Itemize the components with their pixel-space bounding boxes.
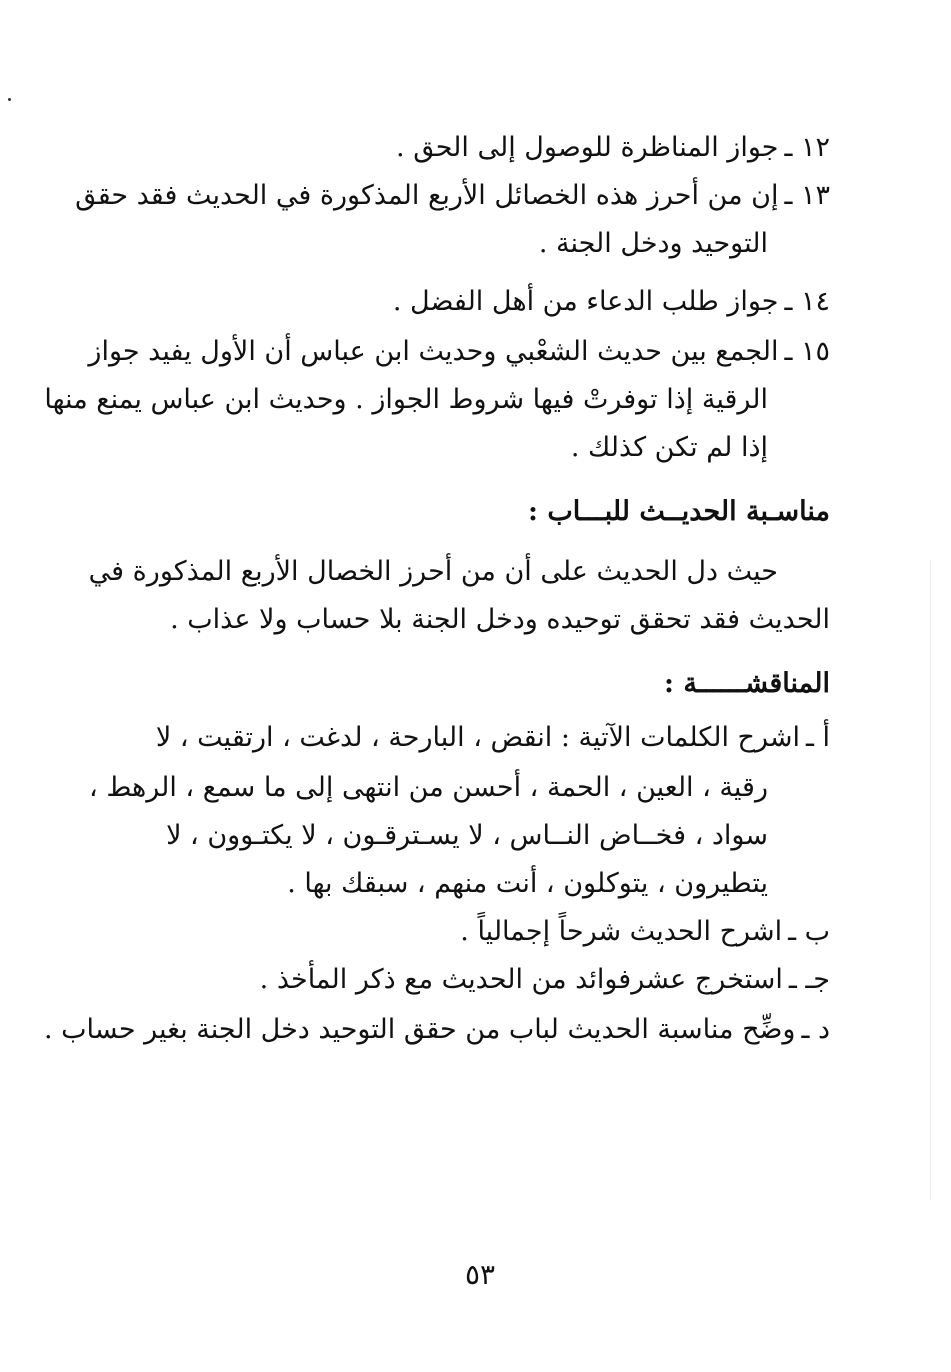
discussion-item-a-continuation [287, 864, 768, 904]
scan-edge-line [930, 560, 931, 1200]
item-text: إن من أحرز هذه الخصائل الأربع المذكورة في الحديث فقد حقق [75, 180, 779, 211]
item-14 [393, 282, 830, 322]
item-text: يتطيرون ، يتوكلون ، أنت منهم ، سبقك بها . [287, 868, 768, 899]
item-number: ١٢ ـ [784, 132, 830, 163]
item-label: أ ـ [806, 722, 830, 753]
item-13 [75, 176, 830, 216]
item-text: التوحيد ودخل الجنة . [538, 228, 768, 259]
item-12 [396, 128, 830, 168]
item-number: ١٣ ـ [784, 180, 830, 211]
item-15-continuation [44, 380, 768, 420]
item-text: جواز المناظرة للوصول إلى الحق . [396, 132, 779, 163]
discussion-item-a-continuation [166, 816, 768, 856]
discussion-item-d [44, 1010, 830, 1050]
item-text: اشرح الكلمات الآتية : انقض ، البارحة ، لدغت ، ارتقيت ، لا [155, 722, 800, 753]
item-number: ١٥ ـ [784, 336, 830, 367]
item-text: جواز طلب الدعاء من أهل الفضل . [392, 286, 779, 317]
item-15-continuation [571, 428, 768, 468]
discussion-item-b [460, 912, 830, 952]
item-text: اشرح الحديث شرحاً إجمالياً . [460, 916, 783, 947]
item-label: ب ـ [788, 916, 830, 947]
item-text: وضِّح مناسبة الحديث لباب من حقق التوحيد دخل الجنة بغير حساب . [43, 1014, 796, 1045]
relevance-text: حيث دل الحديث على أن من أحرز الخصال الأربع المذكورة في [88, 556, 778, 587]
item-text: إذا لم تكن كذلك . [570, 432, 768, 463]
scan-speck [8, 98, 11, 101]
item-label: د ـ [801, 1014, 830, 1045]
item-text: استخرج عشرفوائد من الحديث مع ذكر المأخذ . [259, 964, 783, 995]
item-text: الرقية إذا توفرتْ فيها شروط الجواز . وحديث ابن عباس يمنع منها [44, 384, 768, 415]
discussion-item-a [156, 718, 830, 758]
item-number: ١٤ ـ [784, 286, 830, 317]
item-text: رقية ، العين ، الحمة ، أحسن من انتهى إلى ما سمع ، الرهط ، [89, 772, 768, 803]
item-text: سواد ، فخــاض النــاس ، لا يسـترقـون ، لا يكتـوون ، لا [166, 820, 768, 851]
section-heading-relevance: مناسـبة الحديــث للبـــاب : [527, 496, 830, 527]
item-13-continuation [539, 224, 768, 264]
item-15 [88, 332, 830, 372]
page-number: ٥٣ [464, 1258, 496, 1291]
discussion-item-c [260, 960, 830, 1000]
relevance-text: الحديث فقد تحقق توحيده ودخل الجنة بلا حساب ولا عذاب . [170, 604, 830, 635]
section-heading-discussion: المناقشــــــة : [663, 668, 830, 699]
discussion-item-a-continuation [89, 768, 768, 808]
item-text: الجمع بين حديث الشعْبي وحديث ابن عباس أن الأول يفيد جواز [88, 336, 779, 367]
item-label: جـ ـ [788, 964, 830, 995]
